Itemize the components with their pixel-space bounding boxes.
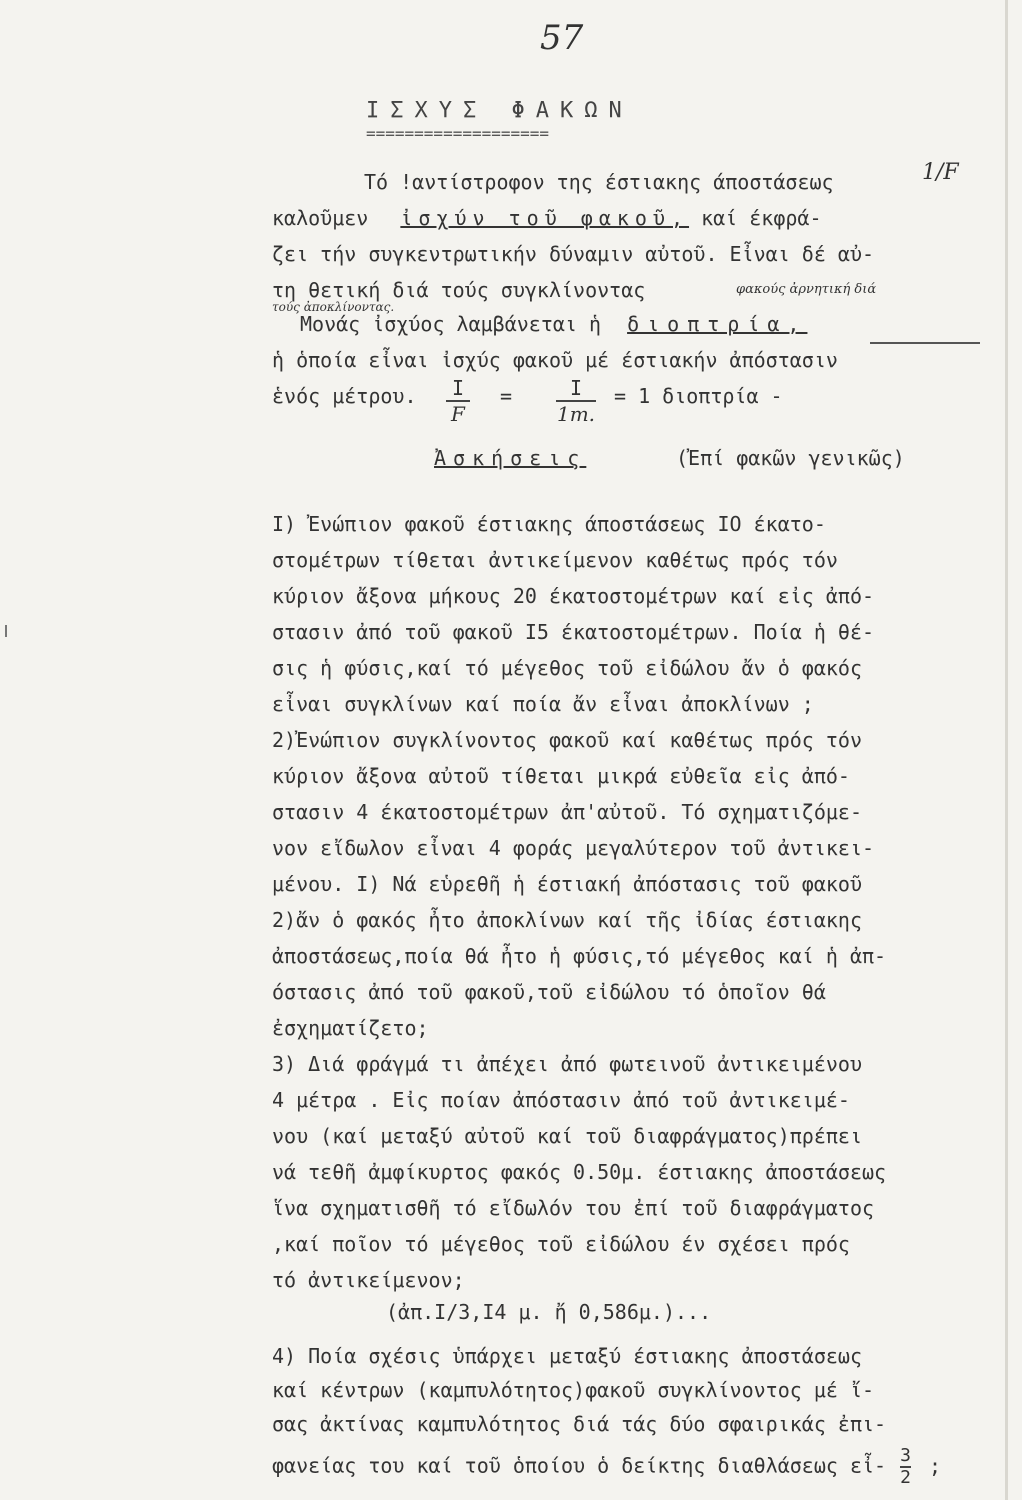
ink-underline <box>870 342 980 344</box>
handwritten-note-1: φακούς ἀρνητική διά <box>736 282 877 297</box>
body-line: εἶναι συγκλίνων καί ποία ἄν εἶναι ἀποκλίνων ; <box>272 692 814 716</box>
final-punct: ; <box>928 1453 941 1478</box>
body-line: 4) Ποία σχέσις ὑπάρχει μεταξύ έστιακης ἀποστάσεως <box>272 1344 863 1368</box>
intro-line-2: καλοῦμεν ἰσχύν τοῦ φακοῦ, καί έκφρά- <box>272 206 822 230</box>
body-line: I) Ἐνώπιον φακοῦ έστιακης άποστάσεως IO έκατο- <box>272 512 826 536</box>
term-diopter: διοπτρία, <box>627 312 808 336</box>
final-fraction: $\frac{3}{2}$ <box>900 1445 911 1488</box>
body-line: νον εἴδωλον εἶναι 4 φοράς μεγαλύτερον τοῦ ἀντικει- <box>272 836 875 860</box>
body-line: ἵνα σχηματισθῆ τό εἴδωλόν του ἐπί τοῦ διαφράγματος <box>272 1196 875 1220</box>
exercises-heading: Ἀσκήσεις <box>434 446 587 470</box>
margin-mark <box>5 625 7 637</box>
body-line: στασιν 4 έκατοστομέτρων ἀπ'αὐτοῦ. Τό σχηματιζόμε- <box>272 800 863 824</box>
intro-line-6: ἡ ὁποία εἶναι ἰσχύς φακοῦ μέ έστιακήν ἀπόστασιν <box>272 348 838 372</box>
intro-line-7: ἑνός μέτρου. <box>272 384 417 408</box>
body-line: ,καί ποῖον τό μέγεθος τοῦ εἰδώλου έν σχέσει πρός <box>272 1232 850 1256</box>
answer-line: (ἀπ.I/3,I4 μ. ἤ 0,586μ.)... <box>386 1300 712 1324</box>
body-line: 2)Ἐνώπιον συγκλίνοντος φακοῦ καί καθέτως πρός τόν <box>272 728 863 752</box>
eq-result: = 1 διοπτρία - <box>614 384 783 408</box>
title-rule: =================== <box>366 124 550 143</box>
term-power: ἰσχύν τοῦ φακοῦ, <box>400 206 690 230</box>
body-line: κύριον ἄξονα αὐτοῦ τίθεται μικρά εὐθεῖα εἰς ἀπό- <box>272 764 850 788</box>
body-line: 2)ἄν ὁ φακός ἦτο ἀποκλίνων καί τῆς ἰδίας έστιακης <box>272 908 863 932</box>
body-line: σας ἀκτίνας καμπυλότητος διά τάς δύο σφαιρικάς ἐπι- <box>272 1412 887 1436</box>
body-line: καί κέντρων (καμπυλότητος)φακοῦ συγκλίνοντος μέ ἴ- <box>272 1378 875 1402</box>
body-line: φανείας του καί τοῦ ὁποίου ὁ δείκτης διαθλάσεως εἶ- $\frac{3}{2}$ ; <box>272 1445 941 1488</box>
handwritten-note-2: τούς ἀποκλίνοντας. <box>272 300 395 314</box>
body-line: 4 μέτρα . Εἰς ποίαν ἀπόστασιν ἀπό τοῦ ἀντικειμέ- <box>272 1088 850 1112</box>
body-line: κύριον ἄξονα μήκους 20 έκατοστομέτρων καί εἰς ἀπό- <box>272 584 875 608</box>
intro-line-4: τη θετική διά τούς συγκλίνοντας <box>272 278 646 302</box>
intro-line-5: Μονάς ἰσχύος λαμβάνεται ἡ διοπτρία, <box>300 312 808 336</box>
body-line: στομέτρων τίθεται ἀντικείμενον καθέτως πρός τόν <box>272 548 838 572</box>
page-title: ΙΣΧΥΣ ΦΑΚΩΝ <box>366 98 633 123</box>
body-line: τό ἀντικείμενον; <box>272 1268 465 1292</box>
body-line: στασιν ἀπό τοῦ φακοῦ I5 έκατοστομέτρων. Ποία ἡ θέ- <box>272 620 875 644</box>
body-line: μένου. I) Νά εὑρεθῆ ἡ έστιακή ἀπόστασις τοῦ φακοῦ <box>272 872 863 896</box>
intro-line-1: Τό !αντίστροφον της έστιακης άποστάσεως <box>364 170 834 194</box>
eq-fraction-1: $\frac{I}{F}$ <box>446 376 470 426</box>
eq-equals: = <box>500 384 513 408</box>
page-number: 57 <box>540 18 584 58</box>
body-line: ἐσχηματίζετο; <box>272 1016 429 1040</box>
body-line: σις ἡ φύσις,καί τό μέγεθος τοῦ εἰδώλου ἄν ὁ φακός <box>272 656 863 680</box>
body-line: ἀποστάσεως,ποία θά ἦτο ἡ φύσις,τό μέγεθος καί ἡ ἀπ- <box>272 944 887 968</box>
eq-fraction-2: $\frac{I}{1m.}$ <box>556 376 596 426</box>
final-line <box>272 1436 472 1496</box>
body-line: νά τεθῆ ἀμφίκυρτος φακός 0.50μ. έστιακης ἀποστάσεως <box>272 1160 887 1184</box>
body-line: νου (καί μεταξύ αὐτοῦ καί τοῦ διαφράγματος)πρέπει <box>272 1124 863 1148</box>
exercises-subtitle: (Ἐπί φακῶν γενικῶς) <box>676 446 905 470</box>
body-line: 3) Διά φράγμά τι ἀπέχει ἀπό φωτεινοῦ ἀντικειμένου <box>272 1052 863 1076</box>
body-line: όστασις ἀπό τοῦ φακοῦ,τοῦ εἰδώλου τό ὁποῖον θά <box>272 980 826 1004</box>
intro-line-3: ζει τήν συγκεντρωτικήν δύναμιν αὐτοῦ. Εἶναι δέ αὐ- <box>272 242 875 266</box>
inverse-focal-fraction: 1/F <box>922 160 959 185</box>
page-edge <box>1005 0 1008 1500</box>
